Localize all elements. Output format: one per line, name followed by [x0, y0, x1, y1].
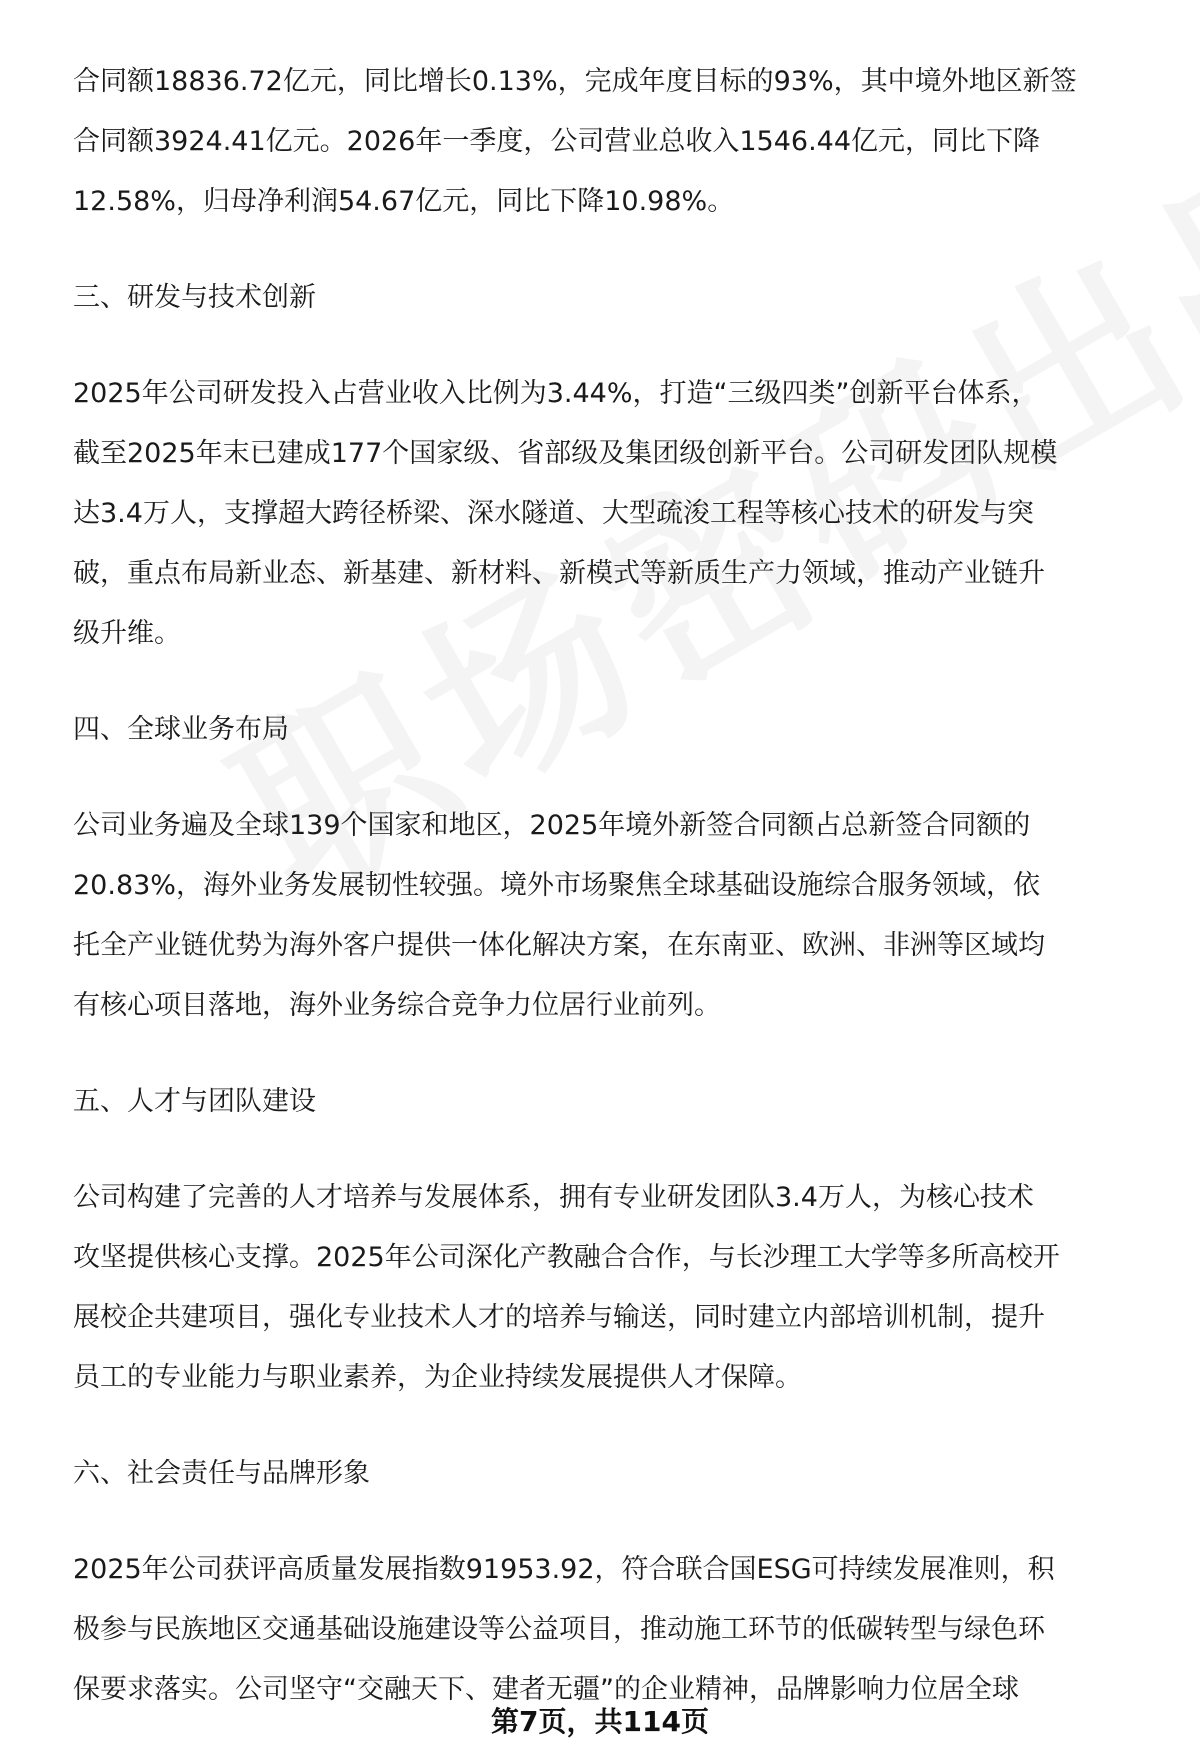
- paragraph-line: 12.58%，归母净利润54.67亿元，同比下降10.98%。: [73, 186, 735, 217]
- body-paragraph: [73, 364, 1133, 664]
- paragraph-line: 员工的专业能力与职业素养，为企业持续发展提供人才保障。: [73, 1362, 802, 1393]
- body-paragraph: [73, 1540, 1133, 1720]
- paragraph-line: 公司构建了完善的人才培养与发展体系，拥有专业研发团队3.4万人，为核心技术: [73, 1182, 1034, 1213]
- section-heading: 三、研发与技术创新: [73, 282, 316, 313]
- paragraph-line: 托全产业链优势为海外客户提供一体化解决方案，在东南亚、欧洲、非洲等区域均: [73, 930, 1045, 961]
- paragraph-line: 破，重点布局新业态、新基建、新材料、新模式等新质生产力领域，推动产业链升: [73, 558, 1045, 589]
- body-paragraph: [73, 796, 1133, 1036]
- paragraph-line: 20.83%，海外业务发展韧性较强。境外市场聚焦全球基础设施综合服务领域，依: [73, 870, 1040, 901]
- paragraph-line: 级升维。: [73, 618, 181, 649]
- paragraph-line: 2025年公司获评高质量发展指数91953.92，符合联合国ESG可持续发展准则，积: [73, 1554, 1055, 1585]
- paragraph-line: 合同额18836.72亿元，同比增长0.13%，完成年度目标的93%，其中境外地区新签: [73, 66, 1077, 97]
- paragraph-line: 展校企共建项目，强化专业技术人才的培养与输送，同时建立内部培训机制，提升: [73, 1302, 1045, 1333]
- paragraph-line: 保要求落实。公司坚守“交融天下、建者无疆”的企业精神，品牌影响力位居全球: [73, 1674, 1019, 1705]
- section-heading: 五、人才与团队建设: [73, 1086, 316, 1117]
- paragraph-line: 达3.4万人，支撑超大跨径桥梁、深水隧道、大型疏浚工程等核心技术的研发与突: [73, 498, 1034, 529]
- page-number: 第7页，共114页: [491, 1705, 709, 1738]
- body-paragraph: [73, 1168, 1133, 1408]
- document-body: [73, 52, 1133, 1756]
- section-heading: 四、全球业务布局: [73, 714, 289, 745]
- paragraph-line: 2025年公司研发投入占营业收入比例为3.44%，打造“三级四类”创新平台体系，: [73, 378, 1039, 409]
- paragraph-line: 极参与民族地区交通基础设施建设等公益项目，推动施工环节的低碳转型与绿色环: [73, 1614, 1045, 1645]
- body-paragraph: [73, 52, 1133, 232]
- section-heading: 六、社会责任与品牌形象: [73, 1458, 370, 1489]
- paragraph-line: 合同额3924.41亿元。2026年一季度，公司营业总收入1546.44亿元，同比下降: [73, 126, 1041, 157]
- paragraph-line: 公司业务遍及全球139个国家和地区，2025年境外新签合同额占总新签合同额的: [73, 810, 1031, 841]
- paragraph-line: 攻坚提供核心支撑。2025年公司深化产教融合合作，与长沙理工大学等多所高校开: [73, 1242, 1060, 1273]
- paragraph-line: 有核心项目落地，海外业务综合竞争力位居行业前列。: [73, 990, 721, 1021]
- paragraph-line: 截至2025年末已建成177个国家级、省部级及集团级创新平台。公司研发团队规模: [73, 438, 1058, 469]
